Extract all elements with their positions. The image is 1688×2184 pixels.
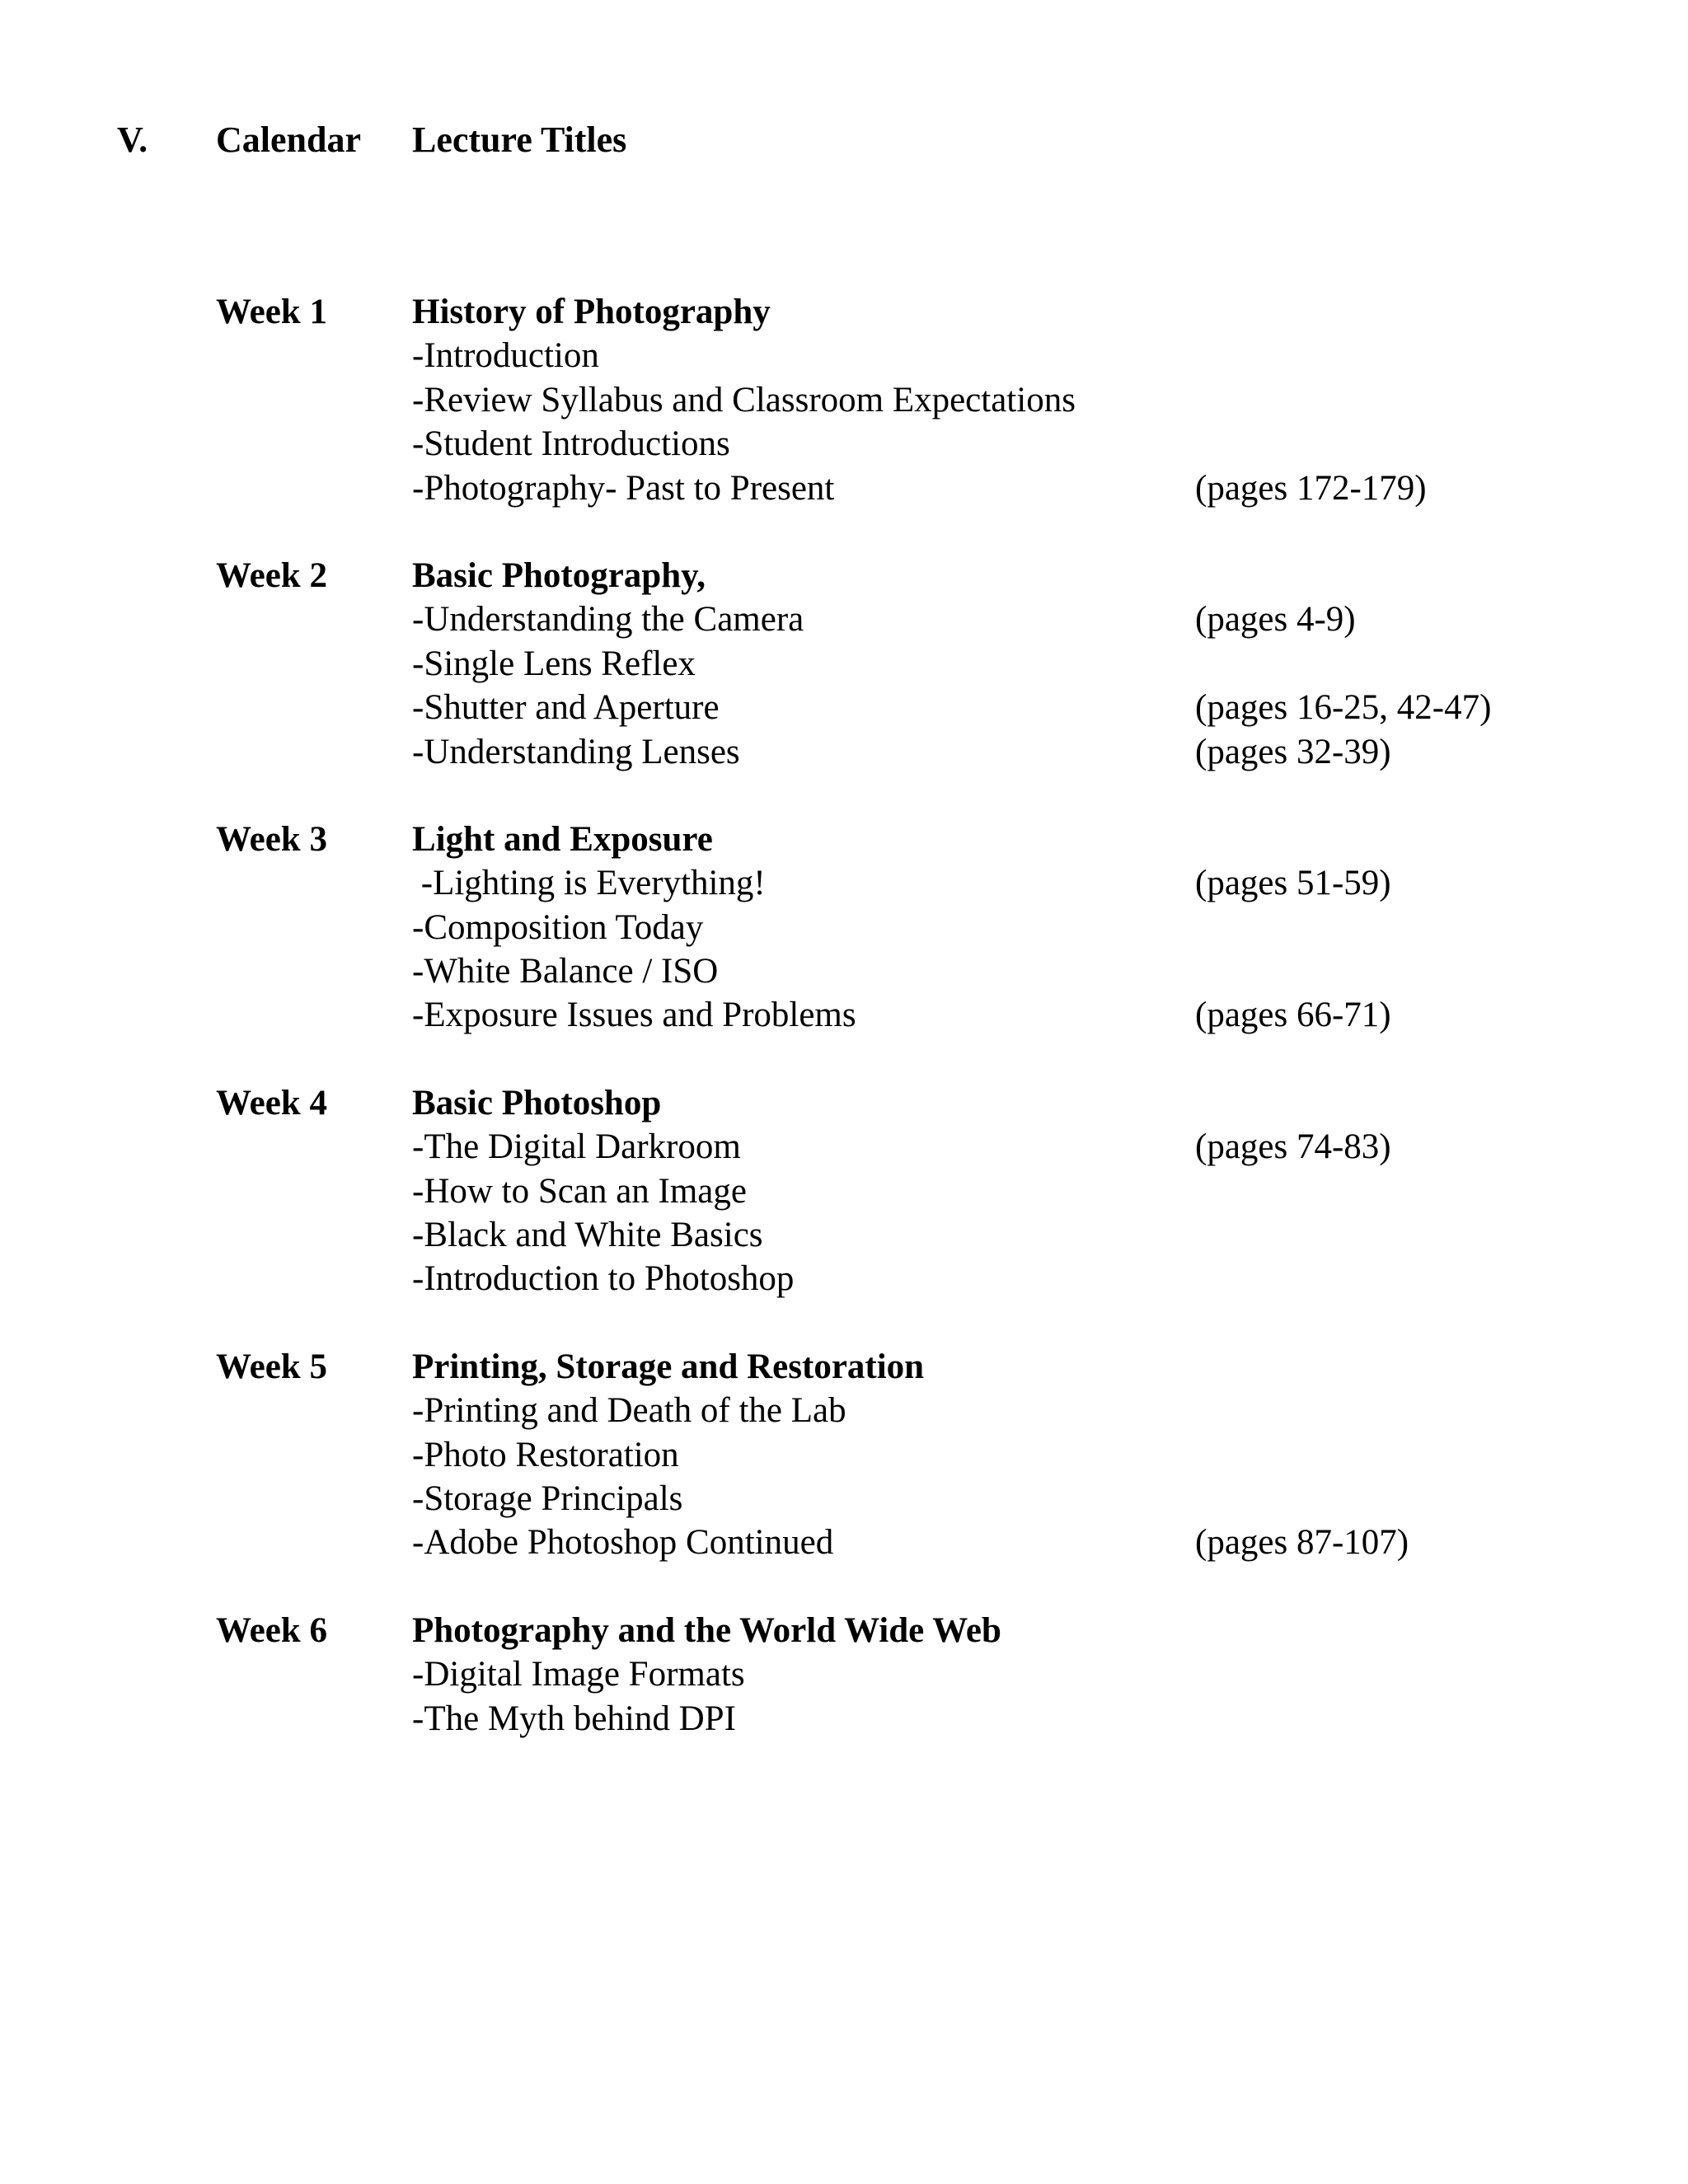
topic-text: -Printing and Death of the Lab — [412, 1391, 846, 1431]
topic-row — [412, 1433, 1582, 1477]
topic-text: -Black and White Basics — [412, 1216, 763, 1255]
lecture-titles-column-heading: Lecture Titles — [412, 120, 627, 160]
topic-row — [412, 1697, 1582, 1741]
topic-row — [412, 949, 1582, 993]
week-label: Week 4 — [216, 1083, 327, 1122]
lecture-title: Basic Photography, — [412, 555, 706, 595]
topic-text: -Photography- Past to Present — [412, 468, 835, 508]
page-reference: (pages 51-59) — [1195, 864, 1391, 903]
topic-text: -Introduction to Photoshop — [412, 1259, 795, 1299]
section-number: V. — [117, 120, 148, 160]
topic-row — [412, 993, 1582, 1037]
topic-row — [412, 1169, 1582, 1213]
topic-text: -Composition Today — [412, 907, 704, 947]
topic-row — [412, 1257, 1582, 1301]
week-label: Week 1 — [216, 293, 327, 331]
week-content — [412, 554, 1582, 774]
page-reference: (pages 4-9) — [1195, 600, 1356, 640]
topic-row — [412, 598, 1582, 641]
lecture-title: Printing, Storage and Restoration — [412, 1347, 925, 1386]
topic-text: -Understanding the Camera — [412, 600, 804, 640]
week-block — [0, 1609, 1688, 1741]
topic-text: -Review Syllabus and Classroom Expectations — [412, 380, 1076, 419]
topic-text: -Student Introductions — [412, 424, 730, 464]
weekly-schedule — [0, 290, 1688, 1784]
topic-row — [412, 861, 1582, 905]
topic-text: -Digital Image Formats — [412, 1655, 745, 1694]
week-block — [0, 290, 1688, 510]
topic-text: -The Myth behind DPI — [412, 1699, 736, 1738]
topic-row — [412, 1389, 1582, 1432]
lecture-title: Light and Exposure — [412, 819, 713, 859]
week-content — [412, 818, 1582, 1038]
page-reference: (pages 16-25, 42-47) — [1195, 688, 1492, 728]
topic-text: -Introduction — [412, 336, 599, 376]
page-reference: (pages 172-179) — [1195, 468, 1427, 508]
topic-text: -Exposure Issues and Problems — [412, 996, 856, 1035]
week-block — [0, 818, 1688, 1038]
week-block — [0, 1345, 1688, 1565]
page-reference: (pages 74-83) — [1195, 1127, 1391, 1167]
page-reference: (pages 87-107) — [1195, 1523, 1409, 1563]
week-content — [412, 1345, 1582, 1565]
lecture-title: Photography and the World Wide Web — [412, 1610, 1001, 1650]
week-label: Week 2 — [216, 555, 327, 595]
topic-text: -The Digital Darkroom — [412, 1127, 741, 1167]
topic-row — [412, 642, 1582, 686]
topic-row — [412, 1477, 1582, 1521]
topic-text: -Single Lens Reflex — [412, 644, 696, 683]
lecture-title: History of Photography — [412, 293, 771, 331]
topic-row — [412, 466, 1582, 510]
topic-row — [412, 334, 1582, 377]
topic-row — [412, 730, 1582, 774]
week-content — [412, 290, 1582, 510]
topic-row — [412, 686, 1582, 729]
topic-row — [412, 422, 1582, 466]
topic-text: -Understanding Lenses — [412, 732, 740, 771]
lecture-title: Basic Photoshop — [412, 1083, 662, 1122]
week-label: Week 5 — [216, 1347, 327, 1386]
page-reference: (pages 32-39) — [1195, 732, 1391, 771]
topic-text: -Adobe Photoshop Continued — [412, 1523, 834, 1563]
calendar-column-heading: Calendar — [216, 120, 361, 160]
topic-text: -Storage Principals — [412, 1479, 683, 1518]
topic-row — [412, 1125, 1582, 1169]
topic-text: -Lighting is Everything! — [412, 864, 766, 903]
topic-row — [412, 378, 1582, 422]
section-heading — [0, 115, 1688, 165]
topic-text: -How to Scan an Image — [412, 1171, 747, 1211]
topic-row — [412, 1652, 1582, 1696]
topic-text: -White Balance / ISO — [412, 952, 719, 991]
week-content — [412, 1609, 1582, 1741]
week-content — [412, 1081, 1582, 1301]
topic-text: -Photo Restoration — [412, 1435, 679, 1474]
page-reference: (pages 66-71) — [1195, 996, 1391, 1035]
week-block — [0, 554, 1688, 774]
week-label: Week 3 — [216, 819, 327, 859]
topic-row — [412, 906, 1582, 949]
week-label: Week 6 — [216, 1610, 327, 1650]
topic-text: -Shutter and Aperture — [412, 688, 720, 728]
topic-row — [412, 1521, 1582, 1564]
week-block — [0, 1081, 1688, 1301]
topic-row — [412, 1213, 1582, 1257]
